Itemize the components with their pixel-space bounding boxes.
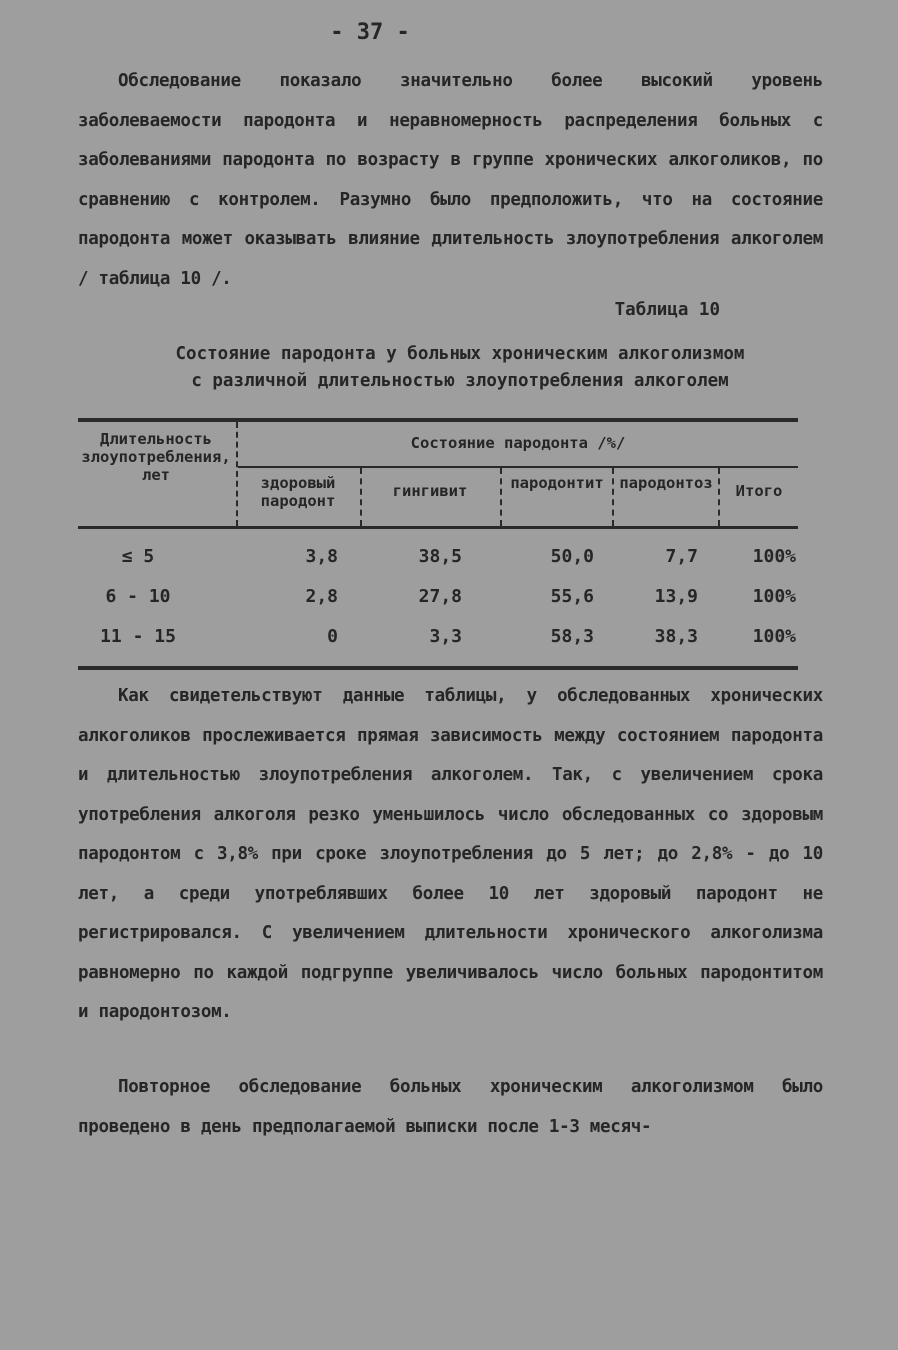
header-periodontosis: пародонтоз [619, 474, 713, 492]
cell-gingivitis: 3,3 [429, 626, 462, 647]
paragraph-intro: Обследование показало значительно более высокий уровень заболеваемости пародонта и неравномерность распределения больных с заболеваниями пародонта по возрасту в группе хронических алкоголиков, по сравнению с контролем. Разумно было предположить, что на состояние пародонта может оказывать влияние длительность злоупотребления алкоголем / таблица 10 /. [78, 71, 823, 289]
cell-total: 100% [752, 626, 796, 647]
table-caption-line-2: с различной длительностью злоупотребления алкоголем [191, 371, 729, 391]
data-table [78, 418, 798, 674]
table-caption [120, 341, 800, 395]
header-gingivitis: гингивит [392, 482, 468, 500]
header-total: Итого [735, 482, 783, 500]
table-bottom-rule [78, 666, 798, 670]
cell-periodontosis: 7,7 [665, 546, 698, 567]
table-top-rule [78, 418, 798, 422]
table-subheader-rule [238, 466, 798, 468]
page-number: - 37 - [330, 20, 410, 45]
table-label: Таблица 10 [614, 300, 720, 320]
cell-duration: 11 - 15 [100, 626, 176, 647]
cell-total: 100% [752, 546, 796, 567]
table-row [78, 618, 798, 656]
header-duration: Длительность злоупотребления, лет [81, 430, 231, 484]
header-periodontitis: пародонтит [510, 474, 604, 492]
cell-periodontitis: 58,3 [550, 626, 594, 647]
header-periodontal-state: Состояние пародонта /%/ [410, 434, 626, 452]
cell-total: 100% [752, 586, 796, 607]
cell-healthy: 0 [327, 626, 338, 647]
cell-healthy: 2,8 [305, 586, 338, 607]
cell-healthy: 3,8 [305, 546, 338, 567]
paragraph-table-discussion: Как свидетельствуют данные таблицы, у обследованных хронических алкоголиков прослеживается прямая зависимость между состоянием пародонта и длительностью злоупотребления алкоголем. Так, с увеличением срока употребления алкоголя резко уменьшилось число обследованных со здоровым пародонтом с 3,8% при сроке злоупотребления до 5 лет; до 2,8% - до 10 лет, а среди употреблявших более 10 лет здоровый пародонт не регистрировался. С увеличением длительности хронического алкоголизма равномерно по каждой подгруппе увеличивалось число больных пародонтитом и пародонтозом. [78, 686, 823, 1022]
table-caption-line-1: Состояние пародонта у больных хроническим алкоголизмом [175, 344, 745, 364]
table-row [78, 578, 798, 616]
cell-duration: ≤ 5 [121, 546, 155, 567]
cell-periodontitis: 55,6 [550, 586, 594, 607]
table-header-rule [78, 526, 798, 529]
header-healthy: здоровый пародонт [260, 474, 336, 510]
cell-periodontosis: 13,9 [654, 586, 698, 607]
paragraph-followup: Повторное обследование больных хроническим алкоголизмом было проведено в день предполагаемой выписки после 1-3 месяч- [78, 1077, 823, 1137]
cell-gingivitis: 27,8 [418, 586, 462, 607]
table-row [78, 538, 798, 576]
cell-periodontitis: 50,0 [550, 546, 594, 567]
cell-gingivitis: 38,5 [418, 546, 462, 567]
cell-duration: 6 - 10 [105, 586, 171, 607]
cell-periodontosis: 38,3 [654, 626, 698, 647]
